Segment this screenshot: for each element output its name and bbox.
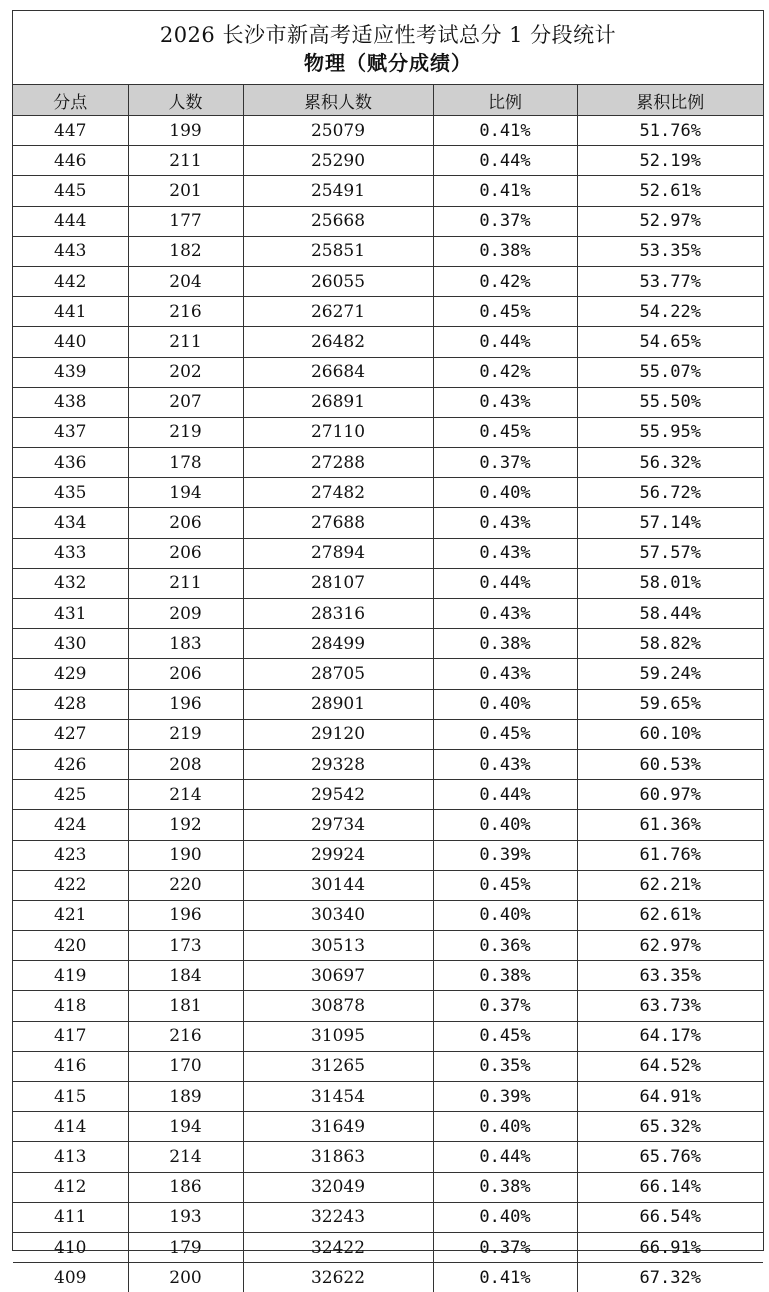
cell-cumulative-ratio: 64.91%: [577, 1082, 763, 1112]
cell-score: 417: [13, 1021, 128, 1051]
cell-cumulative-ratio: 58.82%: [577, 629, 763, 659]
cell-count: 206: [128, 659, 243, 689]
cell-cumulative-count: 32243: [243, 1202, 433, 1232]
cell-cumulative-count: 27894: [243, 538, 433, 568]
cell-count: 194: [128, 478, 243, 508]
cell-score: 426: [13, 749, 128, 779]
table-row: [13, 931, 763, 961]
table-row: [13, 417, 763, 447]
cell-score: 433: [13, 538, 128, 568]
cell-ratio: 0.37%: [433, 206, 577, 236]
cell-count: 216: [128, 1021, 243, 1051]
cell-count: 206: [128, 508, 243, 538]
table-row: [13, 810, 763, 840]
table-row: [13, 206, 763, 236]
cell-cumulative-ratio: 61.76%: [577, 840, 763, 870]
cell-cumulative-ratio: 66.14%: [577, 1172, 763, 1202]
cell-cumulative-count: 30340: [243, 900, 433, 930]
cell-count: 204: [128, 266, 243, 296]
cell-count: 170: [128, 1051, 243, 1081]
cell-ratio: 0.35%: [433, 1051, 577, 1081]
cell-cumulative-ratio: 57.14%: [577, 508, 763, 538]
cell-cumulative-count: 26055: [243, 266, 433, 296]
cell-cumulative-count: 25491: [243, 176, 433, 206]
cell-ratio: 0.38%: [433, 629, 577, 659]
table-row: [13, 1232, 763, 1262]
cell-count: 182: [128, 236, 243, 266]
cell-cumulative-ratio: 64.52%: [577, 1051, 763, 1081]
cell-score: 441: [13, 297, 128, 327]
score-distribution-table: [13, 85, 763, 1292]
cell-count: 186: [128, 1172, 243, 1202]
table-row: [13, 236, 763, 266]
cell-score: 421: [13, 900, 128, 930]
cell-cumulative-ratio: 52.19%: [577, 146, 763, 176]
table-row: [13, 1202, 763, 1232]
cell-count: 202: [128, 357, 243, 387]
cell-count: 219: [128, 719, 243, 749]
cell-count: 220: [128, 870, 243, 900]
cell-count: 196: [128, 900, 243, 930]
table-row: [13, 357, 763, 387]
cell-cumulative-ratio: 60.53%: [577, 749, 763, 779]
cell-ratio: 0.44%: [433, 146, 577, 176]
cell-count: 214: [128, 780, 243, 810]
cell-count: 208: [128, 749, 243, 779]
header-count: 人数: [128, 85, 243, 116]
cell-score: 438: [13, 387, 128, 417]
cell-count: 190: [128, 840, 243, 870]
cell-score: 415: [13, 1082, 128, 1112]
cell-cumulative-ratio: 55.95%: [577, 417, 763, 447]
cell-cumulative-count: 30697: [243, 961, 433, 991]
cell-cumulative-count: 30144: [243, 870, 433, 900]
cell-cumulative-ratio: 53.77%: [577, 266, 763, 296]
table-row: [13, 629, 763, 659]
table-row: [13, 266, 763, 296]
table-row: [13, 719, 763, 749]
cell-ratio: 0.45%: [433, 1021, 577, 1051]
cell-ratio: 0.43%: [433, 659, 577, 689]
cell-score: 418: [13, 991, 128, 1021]
cell-cumulative-count: 29924: [243, 840, 433, 870]
cell-cumulative-ratio: 62.97%: [577, 931, 763, 961]
cell-ratio: 0.36%: [433, 931, 577, 961]
cell-cumulative-count: 26684: [243, 357, 433, 387]
cell-cumulative-count: 30513: [243, 931, 433, 961]
cell-ratio: 0.43%: [433, 599, 577, 629]
cell-cumulative-ratio: 62.21%: [577, 870, 763, 900]
cell-count: 211: [128, 327, 243, 357]
cell-count: 181: [128, 991, 243, 1021]
cell-ratio: 0.41%: [433, 116, 577, 146]
cell-ratio: 0.45%: [433, 719, 577, 749]
cell-score: 431: [13, 599, 128, 629]
header-score: 分点: [13, 85, 128, 116]
cell-score: 429: [13, 659, 128, 689]
cell-cumulative-count: 25668: [243, 206, 433, 236]
cell-ratio: 0.43%: [433, 508, 577, 538]
table-row: [13, 538, 763, 568]
cell-cumulative-count: 29734: [243, 810, 433, 840]
document-subtitle: 物理（赋分成绩）: [13, 47, 763, 75]
cell-cumulative-count: 31454: [243, 1082, 433, 1112]
cell-cumulative-count: 26271: [243, 297, 433, 327]
cell-ratio: 0.43%: [433, 749, 577, 779]
cell-ratio: 0.38%: [433, 236, 577, 266]
cell-cumulative-ratio: 59.65%: [577, 689, 763, 719]
cell-score: 430: [13, 629, 128, 659]
cell-count: 184: [128, 961, 243, 991]
cell-ratio: 0.43%: [433, 538, 577, 568]
table-row: [13, 1172, 763, 1202]
cell-ratio: 0.40%: [433, 478, 577, 508]
table-row: [13, 1263, 763, 1292]
cell-score: 427: [13, 719, 128, 749]
cell-score: 434: [13, 508, 128, 538]
cell-count: 216: [128, 297, 243, 327]
cell-cumulative-ratio: 53.35%: [577, 236, 763, 266]
cell-cumulative-count: 25851: [243, 236, 433, 266]
cell-ratio: 0.44%: [433, 780, 577, 810]
table-row: [13, 780, 763, 810]
cell-score: 437: [13, 417, 128, 447]
cell-score: 447: [13, 116, 128, 146]
cell-ratio: 0.37%: [433, 1232, 577, 1262]
header-ratio: 比例: [433, 85, 577, 116]
cell-ratio: 0.38%: [433, 961, 577, 991]
cell-count: 200: [128, 1263, 243, 1292]
cell-cumulative-count: 29542: [243, 780, 433, 810]
cell-cumulative-ratio: 62.61%: [577, 900, 763, 930]
cell-cumulative-ratio: 60.10%: [577, 719, 763, 749]
cell-count: 179: [128, 1232, 243, 1262]
cell-count: 193: [128, 1202, 243, 1232]
header-cumulative-ratio: 累积比例: [577, 85, 763, 116]
cell-ratio: 0.42%: [433, 357, 577, 387]
cell-score: 436: [13, 448, 128, 478]
cell-ratio: 0.37%: [433, 991, 577, 1021]
cell-score: 425: [13, 780, 128, 810]
cell-ratio: 0.42%: [433, 266, 577, 296]
cell-cumulative-count: 31265: [243, 1051, 433, 1081]
table-row: [13, 840, 763, 870]
cell-score: 422: [13, 870, 128, 900]
cell-score: 444: [13, 206, 128, 236]
cell-cumulative-count: 25290: [243, 146, 433, 176]
cell-score: 428: [13, 689, 128, 719]
table-body: [13, 116, 763, 1292]
cell-count: 214: [128, 1142, 243, 1172]
cell-count: 206: [128, 538, 243, 568]
table-row: [13, 870, 763, 900]
cell-score: 432: [13, 568, 128, 598]
table-row: [13, 1051, 763, 1081]
cell-score: 445: [13, 176, 128, 206]
cell-score: 424: [13, 810, 128, 840]
cell-count: 211: [128, 146, 243, 176]
table-row: [13, 116, 763, 146]
cell-score: 411: [13, 1202, 128, 1232]
cell-ratio: 0.37%: [433, 448, 577, 478]
cell-score: 443: [13, 236, 128, 266]
table-row: [13, 689, 763, 719]
cell-cumulative-count: 28316: [243, 599, 433, 629]
cell-score: 413: [13, 1142, 128, 1172]
cell-cumulative-count: 32049: [243, 1172, 433, 1202]
table-row: [13, 508, 763, 538]
cell-cumulative-ratio: 55.50%: [577, 387, 763, 417]
cell-cumulative-ratio: 63.73%: [577, 991, 763, 1021]
cell-cumulative-ratio: 67.32%: [577, 1263, 763, 1292]
cell-cumulative-count: 31863: [243, 1142, 433, 1172]
cell-cumulative-ratio: 52.61%: [577, 176, 763, 206]
table-row: [13, 991, 763, 1021]
table-row: [13, 599, 763, 629]
cell-score: 435: [13, 478, 128, 508]
cell-cumulative-ratio: 64.17%: [577, 1021, 763, 1051]
cell-ratio: 0.40%: [433, 1202, 577, 1232]
cell-count: 219: [128, 417, 243, 447]
document-title: 2026 长沙市新高考适应性考试总分 1 分段统计: [13, 11, 763, 47]
cell-ratio: 0.41%: [433, 176, 577, 206]
cell-cumulative-ratio: 54.65%: [577, 327, 763, 357]
cell-cumulative-count: 28705: [243, 659, 433, 689]
cell-cumulative-ratio: 56.72%: [577, 478, 763, 508]
table-row: [13, 297, 763, 327]
table-row: [13, 387, 763, 417]
table-row: [13, 900, 763, 930]
score-table-sheet: [12, 10, 764, 1251]
cell-ratio: 0.39%: [433, 840, 577, 870]
cell-cumulative-ratio: 65.32%: [577, 1112, 763, 1142]
cell-score: 440: [13, 327, 128, 357]
cell-cumulative-ratio: 60.97%: [577, 780, 763, 810]
cell-cumulative-ratio: 66.91%: [577, 1232, 763, 1262]
cell-cumulative-ratio: 58.44%: [577, 599, 763, 629]
cell-count: 177: [128, 206, 243, 236]
cell-ratio: 0.40%: [433, 900, 577, 930]
cell-cumulative-count: 27110: [243, 417, 433, 447]
cell-ratio: 0.44%: [433, 327, 577, 357]
cell-score: 416: [13, 1051, 128, 1081]
cell-ratio: 0.40%: [433, 1112, 577, 1142]
table-row: [13, 568, 763, 598]
cell-count: 201: [128, 176, 243, 206]
cell-cumulative-ratio: 65.76%: [577, 1142, 763, 1172]
cell-count: 183: [128, 629, 243, 659]
cell-count: 211: [128, 568, 243, 598]
cell-cumulative-ratio: 55.07%: [577, 357, 763, 387]
cell-ratio: 0.40%: [433, 689, 577, 719]
cell-score: 439: [13, 357, 128, 387]
cell-cumulative-count: 27288: [243, 448, 433, 478]
cell-cumulative-count: 30878: [243, 991, 433, 1021]
cell-cumulative-ratio: 52.97%: [577, 206, 763, 236]
cell-cumulative-count: 27688: [243, 508, 433, 538]
cell-ratio: 0.40%: [433, 810, 577, 840]
cell-cumulative-ratio: 56.32%: [577, 448, 763, 478]
header-cumulative-count: 累积人数: [243, 85, 433, 116]
cell-ratio: 0.44%: [433, 568, 577, 598]
cell-count: 207: [128, 387, 243, 417]
table-row: [13, 961, 763, 991]
cell-cumulative-count: 26482: [243, 327, 433, 357]
cell-cumulative-ratio: 54.22%: [577, 297, 763, 327]
cell-score: 410: [13, 1232, 128, 1262]
table-row: [13, 1112, 763, 1142]
table-row: [13, 327, 763, 357]
cell-score: 423: [13, 840, 128, 870]
cell-cumulative-ratio: 63.35%: [577, 961, 763, 991]
cell-count: 199: [128, 116, 243, 146]
cell-ratio: 0.45%: [433, 297, 577, 327]
cell-cumulative-count: 26891: [243, 387, 433, 417]
cell-cumulative-ratio: 61.36%: [577, 810, 763, 840]
cell-cumulative-count: 29328: [243, 749, 433, 779]
cell-score: 442: [13, 266, 128, 296]
cell-count: 178: [128, 448, 243, 478]
cell-cumulative-ratio: 57.57%: [577, 538, 763, 568]
cell-cumulative-count: 32622: [243, 1263, 433, 1292]
table-row: [13, 1021, 763, 1051]
cell-ratio: 0.45%: [433, 870, 577, 900]
cell-cumulative-count: 32422: [243, 1232, 433, 1262]
cell-cumulative-count: 28901: [243, 689, 433, 719]
cell-score: 420: [13, 931, 128, 961]
cell-count: 194: [128, 1112, 243, 1142]
cell-count: 189: [128, 1082, 243, 1112]
cell-ratio: 0.45%: [433, 417, 577, 447]
cell-ratio: 0.41%: [433, 1263, 577, 1292]
table-row: [13, 448, 763, 478]
table-row: [13, 478, 763, 508]
cell-score: 409: [13, 1263, 128, 1292]
cell-cumulative-count: 28107: [243, 568, 433, 598]
cell-score: 414: [13, 1112, 128, 1142]
cell-score: 419: [13, 961, 128, 991]
cell-cumulative-ratio: 51.76%: [577, 116, 763, 146]
cell-cumulative-count: 29120: [243, 719, 433, 749]
cell-score: 446: [13, 146, 128, 176]
cell-cumulative-count: 31649: [243, 1112, 433, 1142]
table-row: [13, 659, 763, 689]
table-row: [13, 749, 763, 779]
title-block: [13, 11, 763, 85]
table-row: [13, 1142, 763, 1172]
cell-ratio: 0.39%: [433, 1082, 577, 1112]
cell-count: 192: [128, 810, 243, 840]
cell-cumulative-ratio: 66.54%: [577, 1202, 763, 1232]
cell-count: 173: [128, 931, 243, 961]
cell-count: 196: [128, 689, 243, 719]
cell-cumulative-count: 31095: [243, 1021, 433, 1051]
cell-cumulative-count: 27482: [243, 478, 433, 508]
cell-score: 412: [13, 1172, 128, 1202]
cell-cumulative-ratio: 59.24%: [577, 659, 763, 689]
cell-cumulative-count: 25079: [243, 116, 433, 146]
cell-cumulative-ratio: 58.01%: [577, 568, 763, 598]
cell-ratio: 0.44%: [433, 1142, 577, 1172]
table-header-row: [13, 85, 763, 116]
cell-ratio: 0.43%: [433, 387, 577, 417]
table-row: [13, 146, 763, 176]
cell-ratio: 0.38%: [433, 1172, 577, 1202]
cell-cumulative-count: 28499: [243, 629, 433, 659]
table-row: [13, 1082, 763, 1112]
table-row: [13, 176, 763, 206]
cell-count: 209: [128, 599, 243, 629]
